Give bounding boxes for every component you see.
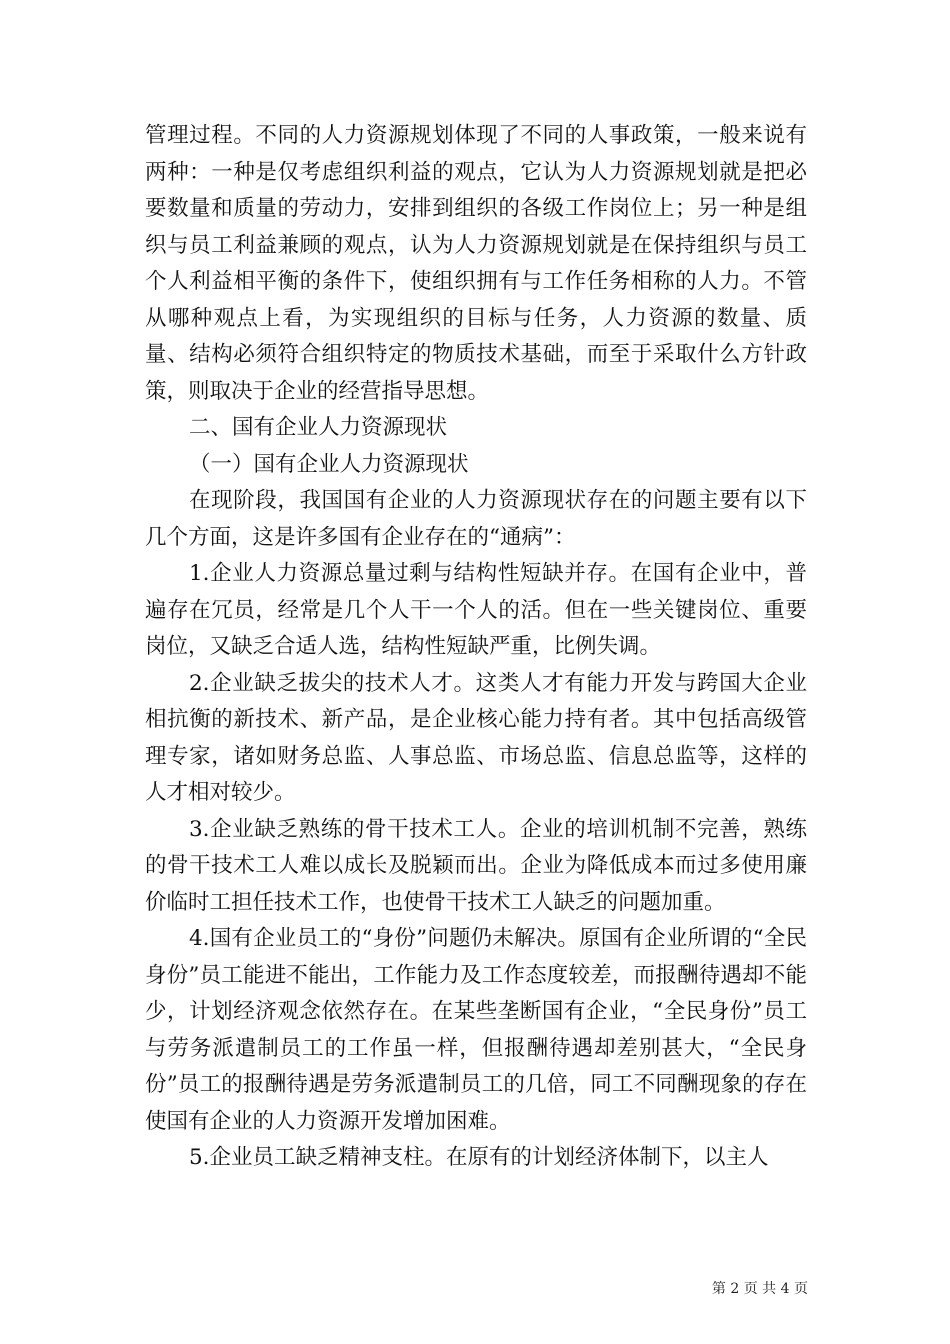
body-text xyxy=(145,118,807,1177)
paragraph-item-5: 5.企业员工缺乏精神支柱。在原有的计划经济体制下，以主人 xyxy=(189,1145,769,1170)
subsection-heading: （一）国有企业人力资源现状 xyxy=(189,451,469,477)
paragraph-intro: 在现阶段，我国国有企业的人力资源现状存在的问题主要有以下几个方面，这是许多国有企业存在的“通病”： xyxy=(145,488,807,550)
paragraph-item-3: 3.企业缺乏熟练的骨干技术工人。企业的培训机制不完善，熟练的骨干技术工人难以成长及脱颖而出。企业为降低成本而过多使用廉价临时工担任技术工作，也使骨干技术工人缺乏的问题加重。 xyxy=(145,816,807,915)
paragraph-item-2: 2.企业缺乏拔尖的技术人才。这类人才有能力开发与跨国大企业相抗衡的新技术、新产品，是企业核心能力持有者。其中包括高级管理专家，诸如财务总监、人事总监、市场总监、信息总监等，这样的人才相对较少。 xyxy=(145,670,807,805)
page-number-footer: 第 2 页 共 4 页 xyxy=(711,1281,808,1297)
paragraph-continuation: 管理过程。不同的人力资源规划体现了不同的人事政策，一般来说有两种：一种是仅考虑组织利益的观点，它认为人力资源规划就是把必要数量和质量的劳动力，安排到组织的各级工作岗位上；另一种是组织与员工利益兼顾的观点，认为人力资源规划就是在保持组织与员工个人利益相平衡的条件下，使组织拥有与工作任务相称的人力。不管从哪种观点上看，为实现组织的目标与任务，人力资源的数量、质量、结构必须符合组织特定的物质技术基础，而至于采取什么方针政策，则取决于企业的经营指导思想。 xyxy=(145,123,807,404)
paragraph-item-1: 1.企业人力资源总量过剩与结构性短缺并存。在国有企业中，普遍存在冗员，经常是几个人干一个人的活。但在一些关键岗位、重要岗位，又缺乏合适人选，结构性短缺严重，比例失调。 xyxy=(145,561,807,659)
section-heading: 二、国有企业人力资源现状 xyxy=(189,415,448,440)
paragraph-item-4: 4.国有企业员工的“身份”问题仍未解决。原国有企业所谓的“全民身份”员工能进不能出，工作能力及工作态度较差，而报酬待遇却不能少，计划经济观念依然存在。在某些垄断国有企业，“全民身份”员工与劳务派遣制员工的工作虽一样，但报酬待遇却差别甚大，“全民身份”员工的报酬待遇是劳务派遣制员工的几倍，同工不同酬现象的存在使国有企业的人力资源开发增加困难。 xyxy=(145,926,807,1134)
